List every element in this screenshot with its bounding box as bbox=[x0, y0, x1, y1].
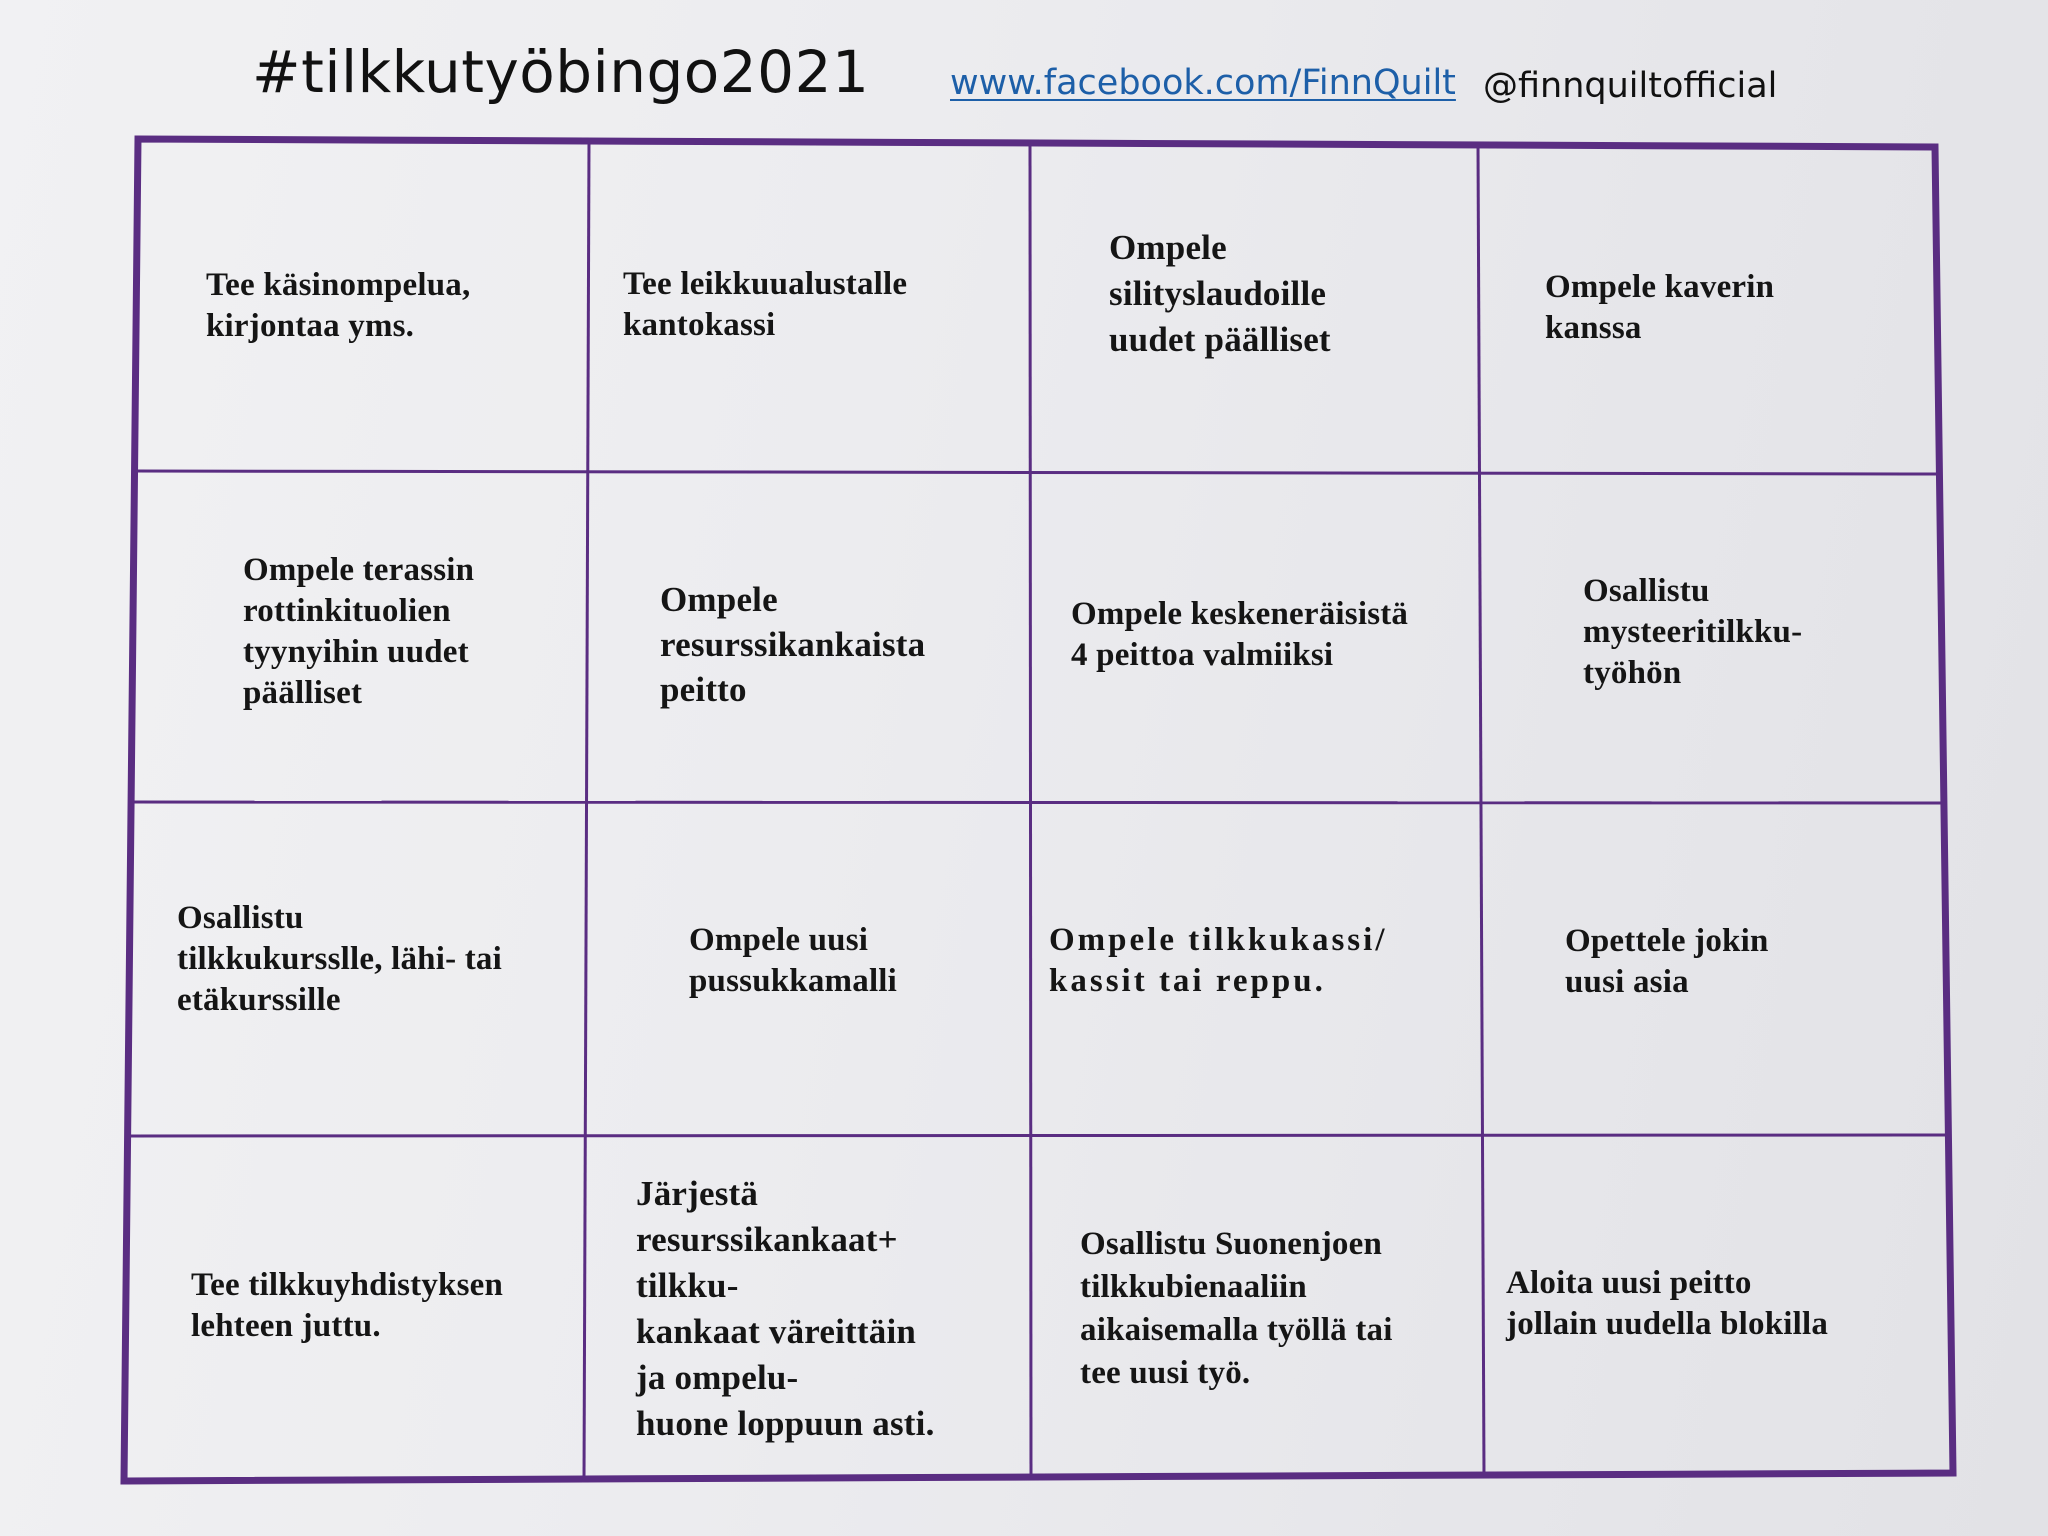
grid-horizontal-line-3 bbox=[128, 1135, 1948, 1136]
bingo-cell-r1-c3: Ompele silityslaudoille uudet päälliset bbox=[1109, 228, 1331, 359]
bingo-cell-r4-c3: Osallistu Suonenjoen tilkkubienaaliin aikaisemalla työllä tai tee uusi työ. bbox=[1080, 1226, 1393, 1391]
bingo-cell-r2-c3: Ompele keskeneräisistä 4 peittoa valmiiksi bbox=[1071, 596, 1409, 673]
bingo-cell-r2-c4: Osallistu mysteeritilkku- työhön bbox=[1583, 573, 1803, 691]
bingo-cell-r1-c4: Ompele kaverin kanssa bbox=[1545, 269, 1775, 346]
bingo-cell-r1-c1: Tee käsinompelua, kirjontaa yms. bbox=[206, 267, 471, 344]
bingo-cell-r3-c3: Ompele tilkkukassi/ kassit tai reppu. bbox=[1049, 922, 1388, 999]
bingo-cell-r4-c4: Aloita uusi peitto jollain uudella blokilla bbox=[1506, 1265, 1829, 1342]
grid-horizontal-line-2 bbox=[132, 802, 1943, 803]
bingo-cell-r2-c1: Ompele terassin rottinkituolien tyynyihin uudet päälliset bbox=[243, 552, 475, 711]
grid-horizontal-line-1 bbox=[136, 471, 1939, 474]
bingo-cell-r1-c2: Tee leikkuualustalle kantokassi bbox=[623, 266, 908, 343]
facebook-link[interactable]: www.facebook.com/FinnQuilt bbox=[950, 63, 1456, 103]
bingo-cell-r3-c4: Opettele jokin uusi asia bbox=[1565, 923, 1769, 1000]
bingo-cell-r3-c2: Ompele uusi pussukkamalli bbox=[689, 922, 898, 999]
grid-vertical-line-1 bbox=[584, 141, 589, 1479]
instagram-handle: @finnquiltofficial bbox=[1483, 66, 1778, 106]
grid-vertical-line-2 bbox=[1030, 143, 1031, 1477]
bingo-cell-r4-c2: Järjestä resurssikankaat+ tilkku- kankaat väreittäin ja ompelu- huone loppuun asti. bbox=[636, 1174, 935, 1443]
bingo-hashtag-title: #tilkkutyöbingo2021 bbox=[252, 38, 870, 106]
bingo-cell-r2-c2: Ompele resurssikankaista peitto bbox=[660, 580, 926, 709]
bingo-cell-r4-c1: Tee tilkkuyhdistyksen lehteen juttu. bbox=[191, 1267, 504, 1344]
bingo-cell-r3-c1: Osallistu tilkkukursslle, lähi- tai etäkurssille bbox=[177, 900, 502, 1018]
grid-vertical-line-3 bbox=[1478, 145, 1484, 1475]
